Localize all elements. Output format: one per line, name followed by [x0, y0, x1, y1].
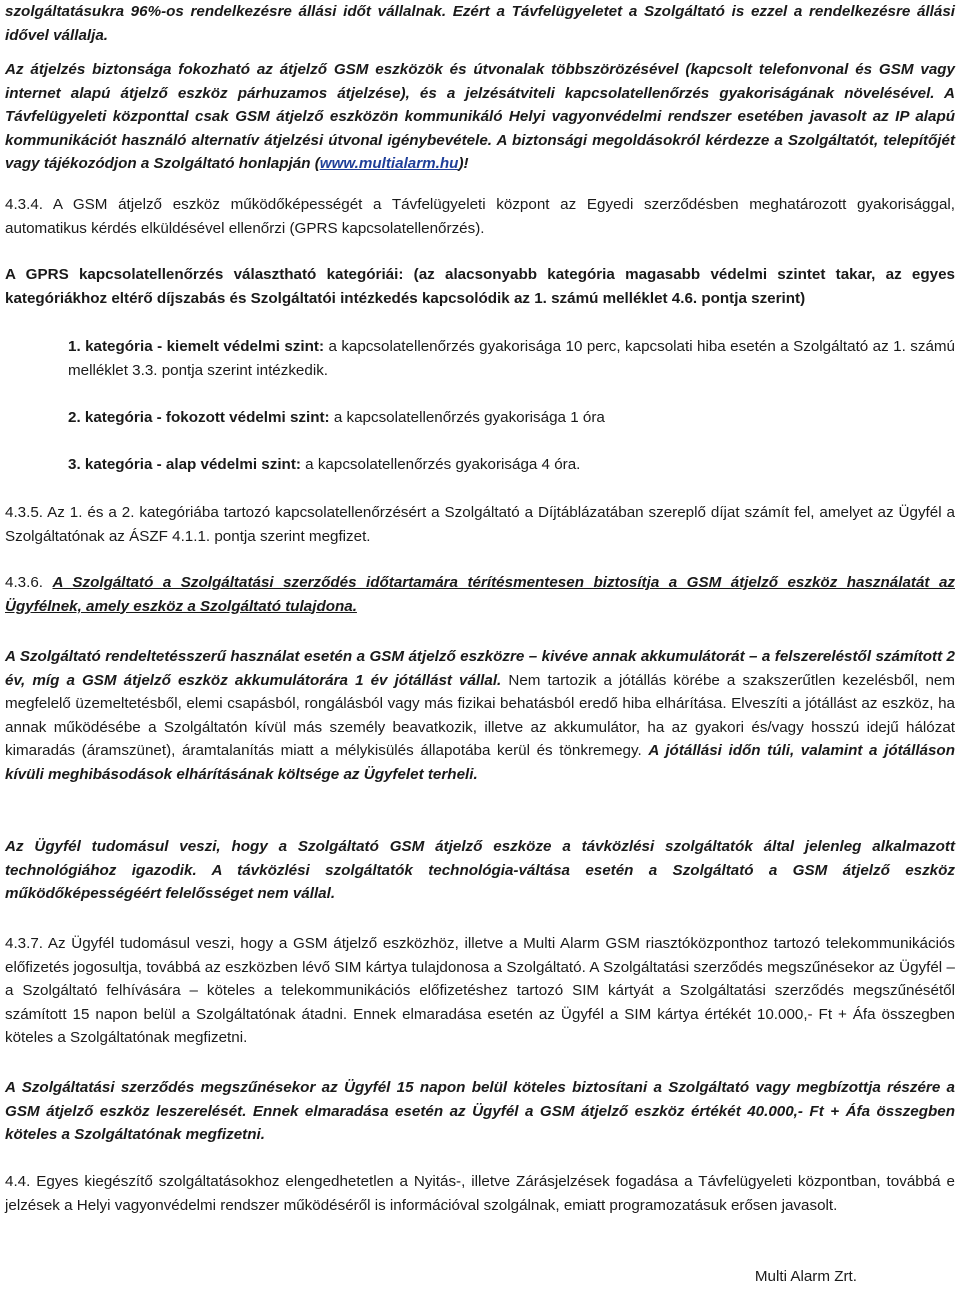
availability-text: szolgáltatásukra 96%-os rendelkezésre állási időt vállalnak. Ezért a Távfelügyeletet a Szolgáltató is ezzel a rendelkezésre állási idővel vállalja.: [5, 3, 955, 44]
category-3-text: a kapcsolatellenőrzés gyakorisága 4 óra.: [300, 456, 581, 473]
paragraph-4-3-5: [5, 501, 955, 548]
paragraph-signal-security: [5, 58, 955, 176]
section-4-4-text: 4.4. Egyes kiegészítő szolgáltatásokhoz elengedhetetlen a Nyitás-, illetve Zárásjelzések fogadása a Távfelügyeleti központban, továbbá e jelzések a Helyi vagyonvédelmi rendszer működéséről is információval szolgálnak, emiatt programozatásuk erősen javasolt.: [5, 1173, 955, 1214]
paragraph-4-4: [5, 1170, 955, 1217]
category-2-item: [5, 406, 955, 430]
paragraph-technology: [5, 835, 955, 906]
section-4-3-6-number: 4.3.6.: [5, 574, 53, 591]
gprs-categories-text: A GPRS kapcsolatellenőrzés választható kategóriái: (az alacsonyabb kategória magasabb védelmi szintet takar, az egyes kategóriákhoz eltérő díjszabás és Szolgáltatói intézkedés kapcsolódik az 1. számú melléklet 4.6. pontja szerint): [5, 266, 955, 307]
section-4-3-5-text: 4.3.5. Az 1. és a 2. kategóriába tartozó kapcsolatellenőrzésért a Szolgáltató a Díjtáblázatában szereplő díjat számít fel, amelyet az Ügyfél a Szolgáltatónak az ÁSZF 4.1.1. pontja szerint megfizet.: [5, 504, 955, 545]
category-3-item: [5, 453, 955, 477]
category-1-label: 1. kategória - kiemelt védelmi szint:: [68, 338, 325, 355]
company-signature: Multi Alarm Zrt.: [754, 1268, 857, 1285]
category-2-text: a kapcsolatellenőrzés gyakorisága 1 óra: [329, 409, 605, 426]
category-3-label: 3. kategória - alap védelmi szint:: [68, 456, 301, 473]
section-4-3-6-text: A Szolgáltató a Szolgáltatási szerződés időtartamára térítésmentesen biztosítja a GSM átjelző eszköz használatát az Ügyfélnek, amely eszköz a Szolgáltató tulajdona.: [5, 574, 955, 615]
warranty-details: Nem tartozik a jótállás körébe a szakszerűtlen kezelésből, nem megfelelő üzemeltetésből, elemi csapásból, rongálásból vagy más fizikai behatásból eredő hiba elhárítása. Elveszíti a jótállást az eszköz, ha annak működésébe a Szolgáltatón kívül más személy beavatkozik, illetve az akkumulátor, ha az gyakori és/vagy hosszú idejű hálózat kimaradás (áramszünet), áramtalanítás miatt a mélykisülés állapotába kerül és tönkremegy.: [5, 671, 956, 759]
signal-security-end: )!: [458, 155, 469, 172]
section-4-3-7-text: 4.3.7. Az Ügyfél tudomásul veszi, hogy a GSM átjelző eszközhöz, illetve a Multi Alarm GSM riasztóközponthoz tartozó telekommunikációs előfizetés jogosultja, továbbá az eszközben lévő SIM kártya tulajdonosa a Szolgáltató. A Szolgáltatási szerződés megszűnésekor az Ügyfél – a Szolgáltató felhívására – köteles a telekommunikációs előfizetéshez tartozó SIM kártyát a Szolgáltatási szerződés megszűnésétől számított 15 napon belül a Szolgáltatónak átadni. Ennek elmaradása esetén az Ügyfél a SIM kártya értékét 10.000,- Ft + Áfa összegben köteles a Szolgáltatónak megfizetni.: [5, 935, 955, 1046]
paragraph-availability: [5, 0, 955, 47]
section-4-3-4-text: 4.3.4. A GSM átjelző eszköz működőképességét a Távfelügyeleti központ az Egyedi szerződésben meghatározott gyakorisággal, automatikus kérdés elküldésével ellenőrzi (GPRS kapcsolatellenőrzés).: [5, 196, 955, 237]
signal-security-text: Az átjelzés biztonsága fokozható az átjelző GSM eszközök és útvonalak többszörözésével (kapcsolt telefonvonal és GSM vagy internet alapú átjelző eszköz párhuzamos átjelzése), és a jelzésátviteli kapcsolatellenőrzés gyakoriságának növelésével. A Távfelügyeleti központtal csak GSM átjelző eszközön kommunikáló Helyi vagyonvédelmi rendszer esetében javasolt az IP alapú kommunikációt használó alternatív átjelzési útvonal igénybevétele. A biztonsági megoldásokról kérdezze a Szolgáltatót, telepítőjét vagy tájékozódjon a Szolgáltató honlapján (: [5, 61, 955, 172]
termination-text: A Szolgáltatási szerződés megszűnésekor az Ügyfél 15 napon belül köteles biztosítani a Szolgáltató vagy megbízottja részére a GSM átjelző eszköz leszerelését. Ennek elmaradása esetén az Ügyfél a GSM átjelző eszköz értékét 40.000,- Ft + Áfa összegben köteles a Szolgáltatónak megfizetni.: [5, 1079, 955, 1143]
website-link[interactable]: www.multialarm.hu: [319, 155, 459, 172]
paragraph-gprs-categories: [5, 263, 955, 310]
category-1-text: a kapcsolatellenőrzés gyakorisága 10 perc, kapcsolati hiba esetén a Szolgáltató az 1. számú melléklet 3.3. pontja szerint intézkedik.: [68, 338, 955, 379]
category-1-item: [5, 335, 955, 382]
technology-text: Az Ügyfél tudomásul veszi, hogy a Szolgáltató GSM átjelző eszköze a távközlési szolgáltatók által jelenleg alkalmazott technológiához igazodik. A távközlési szolgáltatók technológia-váltása esetén a Szolgáltató a GSM átjelző eszköz működőképességéért felelősséget nem vállal.: [5, 838, 955, 902]
paragraph-4-3-6: [5, 571, 955, 618]
category-2-label: 2. kategória - fokozott védelmi szint:: [68, 409, 330, 426]
paragraph-4-3-7: [5, 932, 955, 1050]
paragraph-warranty: [5, 645, 955, 786]
paragraph-4-3-4: [5, 193, 955, 240]
paragraph-termination: [5, 1076, 955, 1147]
warranty-costs: A jótállási időn túli, valamint a jótálláson kívüli meghibásodások elhárításának költsége az Ügyfelet terheli.: [5, 742, 955, 783]
warranty-intro: A Szolgáltató rendeltetésszerű használat esetén a GSM átjelző eszközre – kivéve annak akkumulátorát – a felszereléstől számított 2 év, míg a GSM átjelző eszköz akkumulátorára 1 év jótállást vállal.: [5, 648, 955, 689]
